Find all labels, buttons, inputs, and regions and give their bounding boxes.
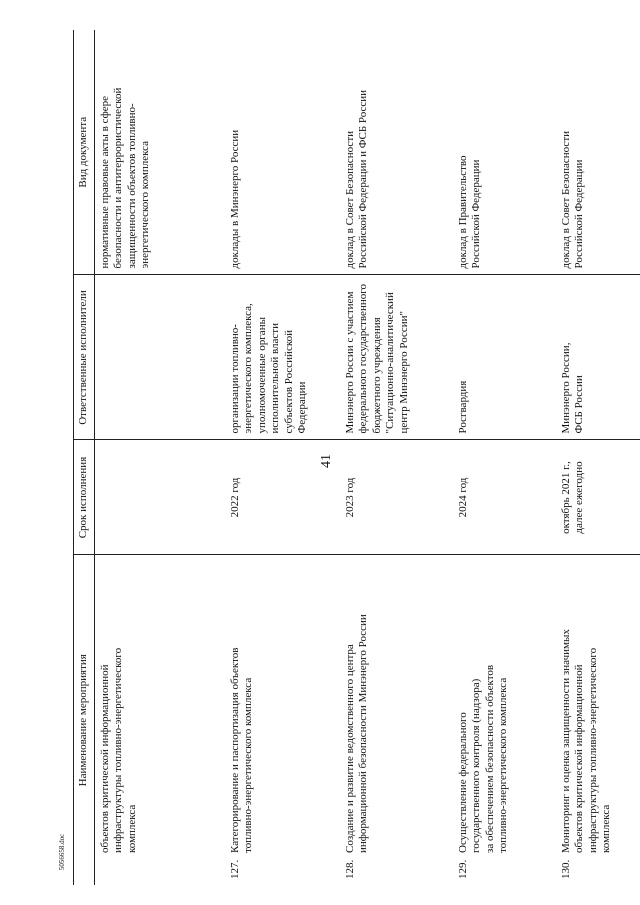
header-executors: Ответственные исполнители <box>74 275 95 440</box>
cell-executors: Росгвардия <box>453 275 556 440</box>
header-doc-type: Вид документа <box>74 30 95 275</box>
cell-doc-type: доклад в Правительство Российской Федерации <box>453 30 556 275</box>
cell-doc-type: доклад в Совет Безопасности Российской Федерации <box>556 30 640 275</box>
cell-term: 2023 год <box>340 440 453 555</box>
cell-name-text: объектов критической информационной инфраструктуры топливно-энергетического комплекса <box>99 647 138 853</box>
file-id-footer: 5056658.doc <box>58 833 66 871</box>
cell-name-text: Категорирование и паспортизация объектов топливно-энергетического комплекса <box>229 647 255 853</box>
landscape-page <box>73 30 633 885</box>
cell-term: 2024 год <box>453 440 556 555</box>
table-row <box>340 30 453 885</box>
table-row-continuation <box>95 30 226 885</box>
row-number: 129. <box>457 859 469 879</box>
cell-executors: Минэнерго России с участием федерального государственного бюджетного учреждения "Ситуационно-аналитический центр Минэнерго России" <box>340 275 453 440</box>
cell-name-text: Мониторинг и оценка защищенности значимых объектов критической информационной инфраструктуры топливно-энергетического комплекса <box>560 629 613 853</box>
cell-term <box>95 440 226 555</box>
page-number: 41 <box>319 454 334 468</box>
row-number: 130. <box>560 859 572 879</box>
row-number: 128. <box>344 859 356 879</box>
cell-name <box>453 555 556 885</box>
cell-executors <box>95 275 226 440</box>
cell-name <box>225 555 340 885</box>
cell-term: октябрь 2021 г., далее ежегодно <box>556 440 640 555</box>
cell-doc-type: доклады в Минэнерго России <box>225 30 340 275</box>
cell-name-text: Осуществление федерального государственного контроля (надзора) за обеспечением безопасности объектов топливно-энергетического комплекса <box>457 664 510 853</box>
cell-executors: Минэнерго России, ФСБ России <box>556 275 640 440</box>
cell-term: 2022 год <box>225 440 340 555</box>
cell-doc-type: доклад в Совет Безопасности Российской Федерации и ФСБ России <box>340 30 453 275</box>
measures-table <box>73 30 640 885</box>
header-term: Срок исполнения <box>74 440 95 555</box>
cell-name <box>95 555 226 885</box>
row-number: 127. <box>229 859 241 879</box>
header-name: Наименование мероприятия <box>74 555 95 885</box>
cell-doc-type: нормативные правовые акты в сфере безопасности и антитеррористической защищенности объектов топливно- энергетического комплекса <box>95 30 226 275</box>
rotated-table-area <box>73 30 633 885</box>
table-row <box>225 30 340 885</box>
cell-name-text: Создание и развитие ведомственного центра информационной безопасности Минэнерго России <box>344 614 370 853</box>
table-row <box>556 30 640 885</box>
table-row <box>453 30 556 885</box>
table-header-row <box>74 30 95 885</box>
cell-executors: организации топливно- энергетического комплекса, уполномоченные органы исполнительной власти субъектов Российской Федерации <box>225 275 340 440</box>
cell-name <box>556 555 640 885</box>
cell-name <box>340 555 453 885</box>
